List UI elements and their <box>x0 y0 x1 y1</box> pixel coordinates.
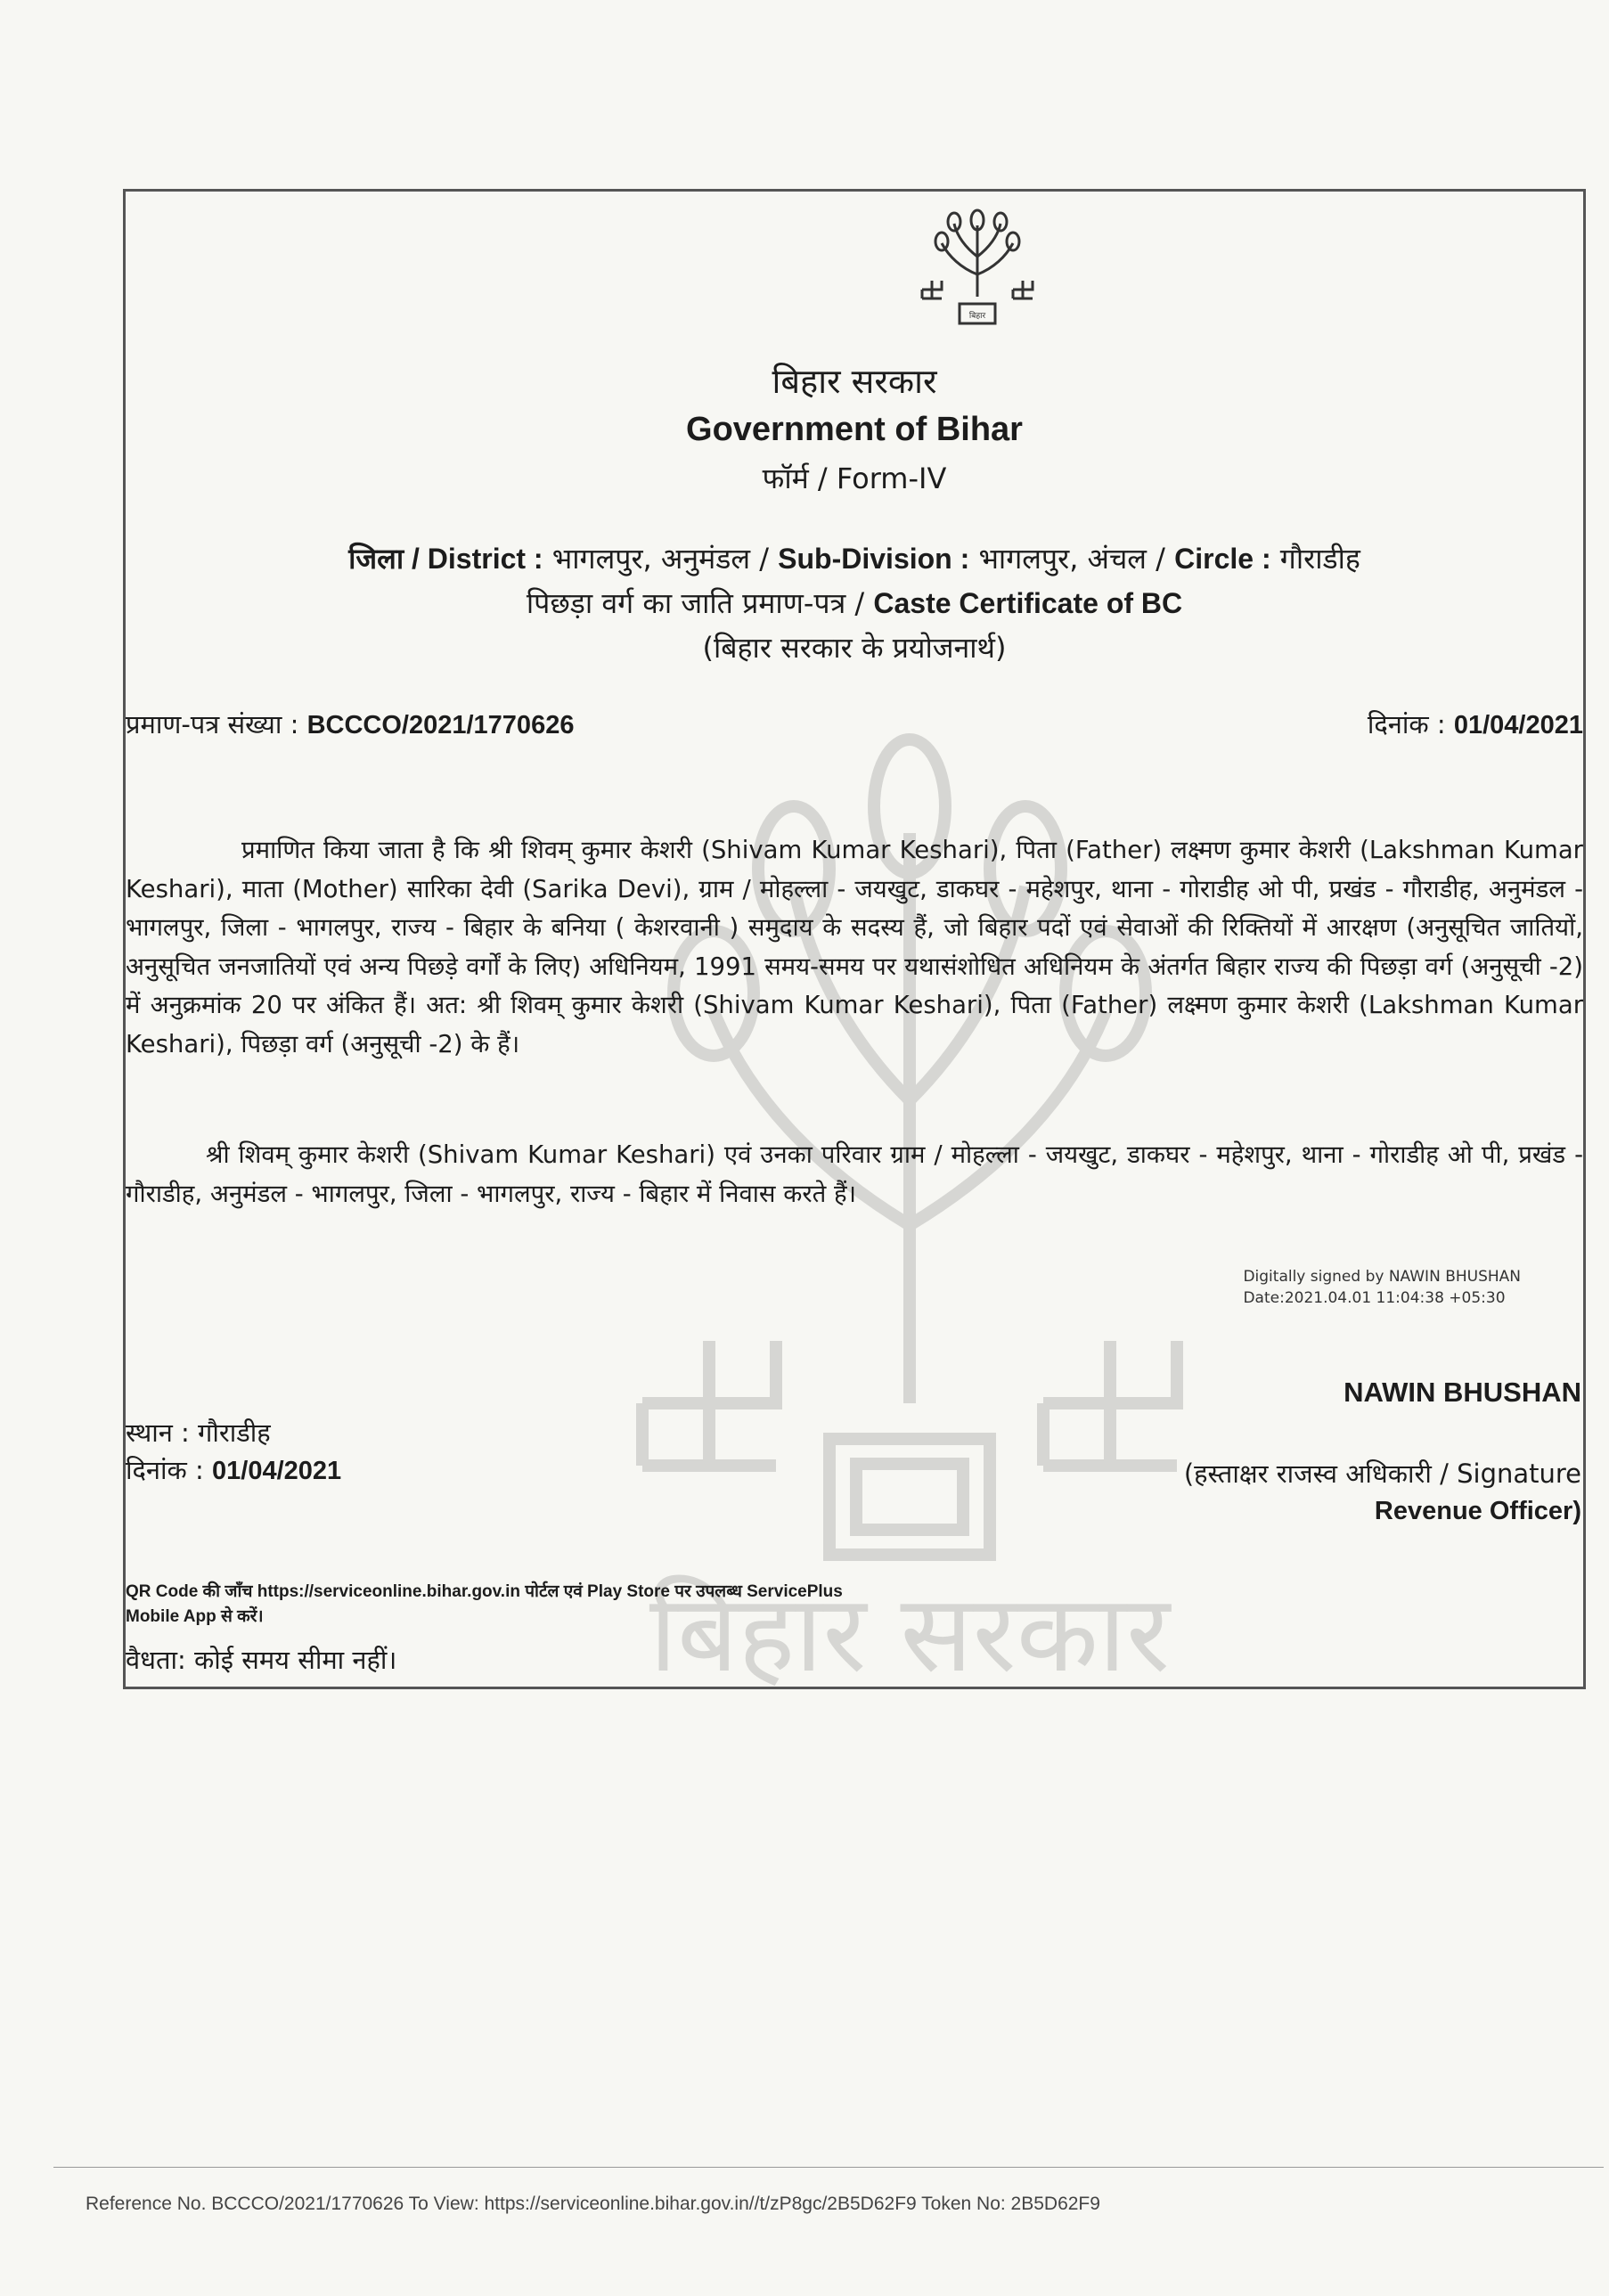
issue-date-label: दिनांक : <box>1367 709 1446 739</box>
certificate-paragraph-1: प्रमाणित किया जाता है कि श्री शिवम् कुमार केशरी (Shivam Kumar Keshari), पिता (Father) लक्ष्मण कुमार केशरी (Lakshman Kumar Keshari), माता (Mother) सारिका देवी (Sarika Devi), ग्राम / मोहल्ला - जयखुट, डाकघर - महेशपुर, थाना - गोराडीह ओ पी, प्रखंड - गौराडीह, अनुमंडल - भागलपुर, जिला - भागलपुर, राज्य - बिहार के बनिया ( केशरवानी ) समुदाय के सदस्य हैं, जो बिहार पदों एवं सेवाओं की रिक्तियों में आरक्षण (अनुसूचित जातियों, अनुसूचित जनजातियों एवं अन्य पिछड़े वर्गों के लिए) अधिनियम, 1991 समय-समय पर यथासंशोधित अधिनियम के अंतर्गत बिहार राज्य की पिछड़ा वर्ग (अनुसूची -2) में अनुक्रमांक 20 पर अंकित हैं। अत: श्री शिवम् कुमार केशरी (Shivam Kumar Keshari), पिता (Father) लक्ष्मण कुमार केशरी (Lakshman Kumar Keshari), पिछड़ा वर्ग (अनुसूची -2) के हैं। <box>126 836 1584 1058</box>
place-label: स्थान : <box>126 1418 190 1448</box>
district-label: जिला / District : <box>348 543 543 575</box>
certificate-title <box>126 584 1583 622</box>
certificate-frame <box>123 189 1586 1696</box>
signatory-title-line1: (हस्ताक्षर राजस्व अधिकारी / Signature <box>1183 1458 1581 1489</box>
qr-note-line2: Mobile App से करें। <box>126 1607 264 1626</box>
circle-label: Circle : <box>1174 543 1271 575</box>
certificate-body <box>126 192 1584 1696</box>
location-line <box>126 539 1583 577</box>
circle-value: गौराडीह <box>1279 542 1360 576</box>
digital-signature-signer: Digitally signed by NAWIN BHUSHAN <box>1243 1268 1521 1286</box>
english-title: Government of Bihar <box>686 411 1023 448</box>
validity-note: वैधता: कोई समय सीमा नहीं। <box>126 1645 397 1675</box>
certificate-number <box>126 707 574 741</box>
certificate-number-label: प्रमाण-पत्र संख्या : <box>126 709 299 739</box>
place-line <box>126 1414 341 1451</box>
certificate-title-english: Caste Certificate of BC <box>873 587 1183 619</box>
footer-divider <box>53 2167 1604 2168</box>
bihar-emblem-logo <box>917 208 1038 332</box>
district-value: भागलपुर, अनुमंडल / <box>551 542 769 576</box>
issue-date <box>1368 707 1583 741</box>
certificate-paragraph-2: श्री शिवम् कुमार केशरी (Shivam Kumar Keshari) एवं उनका परिवार ग्राम / मोहल्ला - जयखुट, डाकघर - महेशपुर, थाना - गोराडीह ओ पी, प्रखंड - गौराडीह, अनुमंडल - भागलपुर, जिला - भागलपुर, राज्य - बिहार में निवास करते हैं। <box>126 1140 1583 1208</box>
place-block <box>126 1414 341 1490</box>
hindi-title: बिहार सरकार <box>772 362 937 401</box>
signatory-name: NAWIN BHUSHAN <box>1344 1377 1581 1408</box>
place-value: गौराडीह <box>198 1418 271 1448</box>
certificate-number-value: BCCCO/2021/1770626 <box>306 711 575 739</box>
qr-verification-note <box>126 1580 843 1630</box>
place-date-line <box>126 1451 341 1490</box>
certificate-title-hindi: पिछड़ा वर्ग का जाति प्रमाण-पत्र / <box>526 586 865 620</box>
place-date-value: 01/04/2021 <box>212 1457 342 1485</box>
form-number: फॉर्म / Form-IV <box>762 462 947 495</box>
subdivision-label: Sub-Division : <box>778 543 970 575</box>
digital-signature-date: Date:2021.04.01 11:04:38 +05:30 <box>1243 1289 1506 1307</box>
qr-note-line1: QR Code की जाँच https://serviceonline.bihar.gov.in पोर्टल एवं Play Store पर उपलब्ध ServicePlus <box>126 1582 843 1601</box>
subdivision-value: भागलपुर, अंचल / <box>978 542 1165 576</box>
digital-signature <box>1243 1266 1521 1309</box>
certificate-purpose: (बिहार सरकार के प्रयोजनार्थ) <box>702 631 1007 665</box>
watermark-text: बिहार सरकार <box>649 1573 1171 1696</box>
emblem-label: बिहार <box>968 312 986 321</box>
reference-footer: Reference No. BCCCO/2021/1770626 To View: https://serviceonline.bihar.gov.in//t/zP8gc/2B5D62F9 Token No: 2B5D62F9 <box>86 2194 1100 2214</box>
place-date-label: दिनांक : <box>126 1455 204 1485</box>
issue-date-value: 01/04/2021 <box>1453 711 1583 739</box>
signatory-title-line2: Revenue Officer) <box>1374 1497 1581 1525</box>
signatory-title <box>1184 1455 1581 1530</box>
